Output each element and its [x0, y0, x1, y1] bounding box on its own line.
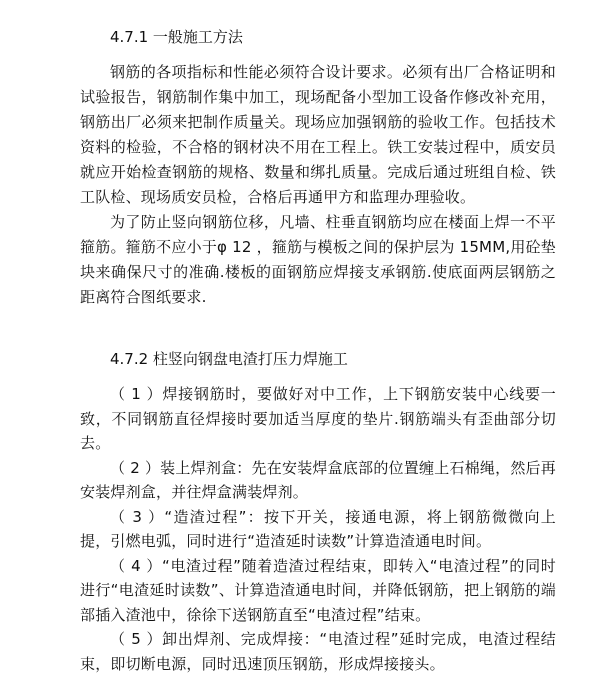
paragraph-step-3: （ 3 ）“造渣过程”：按下开关，接通电源，将上钢筋微微向上提，引燃电弧，同时进行“造渣延时读数”计算造渣通电时间。 — [80, 507, 556, 550]
section-heading-4-7-2: 4.7.2 柱竖向钢盘电渣打压力焊施工 — [110, 350, 348, 368]
section-heading-4-7-1: 4.7.1 一般施工方法 — [110, 28, 243, 46]
paragraph-rebar-displacement: 为了防止竖向钢筋位移，凡墙、柱垂直钢筋均应在楼面上焊一不平箍筋。箍筋不应小于φ 12 ，箍筋与模板之间的保护层为 15MM,用砼垫块来确保尺寸的准确.楼板的面钢筋应焊接支承钢筋.使底面两层钢筋之距离符合图纸要求. — [80, 213, 556, 306]
paragraph-step-2: （ 2 ）装上焊剂盒：先在安装焊盒底部的位置缠上石棉绳，然后再安装焊剂盒，并往焊盒满装焊剂。 — [80, 458, 556, 501]
paragraph-rebar-inspection: 钢筋的各项指标和性能必须符合设计要求。必须有出厂合格证明和试验报告，钢筋制作集中加工，现场配备小型加工设备作修改补充用，钢筋出厂必须来把制作质量关。现场应加强钢筋的验收工作。包括技术资料的检验，不合格的钢材决不用在工程上。铁工安装过程中，质安员就应开始检查钢筋的规格、数量和绑扎质量。完成后通过班组自检、铁工队检、现场质安员检，合格后再通甲方和监理办理验收。 — [80, 63, 556, 206]
paragraph-step-5: （ 5 ）卸出焊剂、完成焊接：“电渣过程”延时完成，电渣过程结束，即切断电源，同时迅速顶压钢筋，形成焊接接头。 — [80, 630, 556, 673]
paragraph-step-1: （ 1 ）焊接钢筋时，要做好对中工作，上下钢筋安装中心线要一致，不同钢筋直径焊接时要加适当厚度的垫片.钢筋端头有歪曲部分切去。 — [80, 385, 556, 452]
paragraph-step-4: （ 4 ）“电渣过程”随着造渣过程结束，即转入“电渣过程”的同时进行“电渣延时读数”、计算造渣通电时间，并降低钢筋，把上钢筋的端部插入渣池中，徐徐下送钢筋直至“电渣过程”结束。 — [80, 556, 556, 624]
